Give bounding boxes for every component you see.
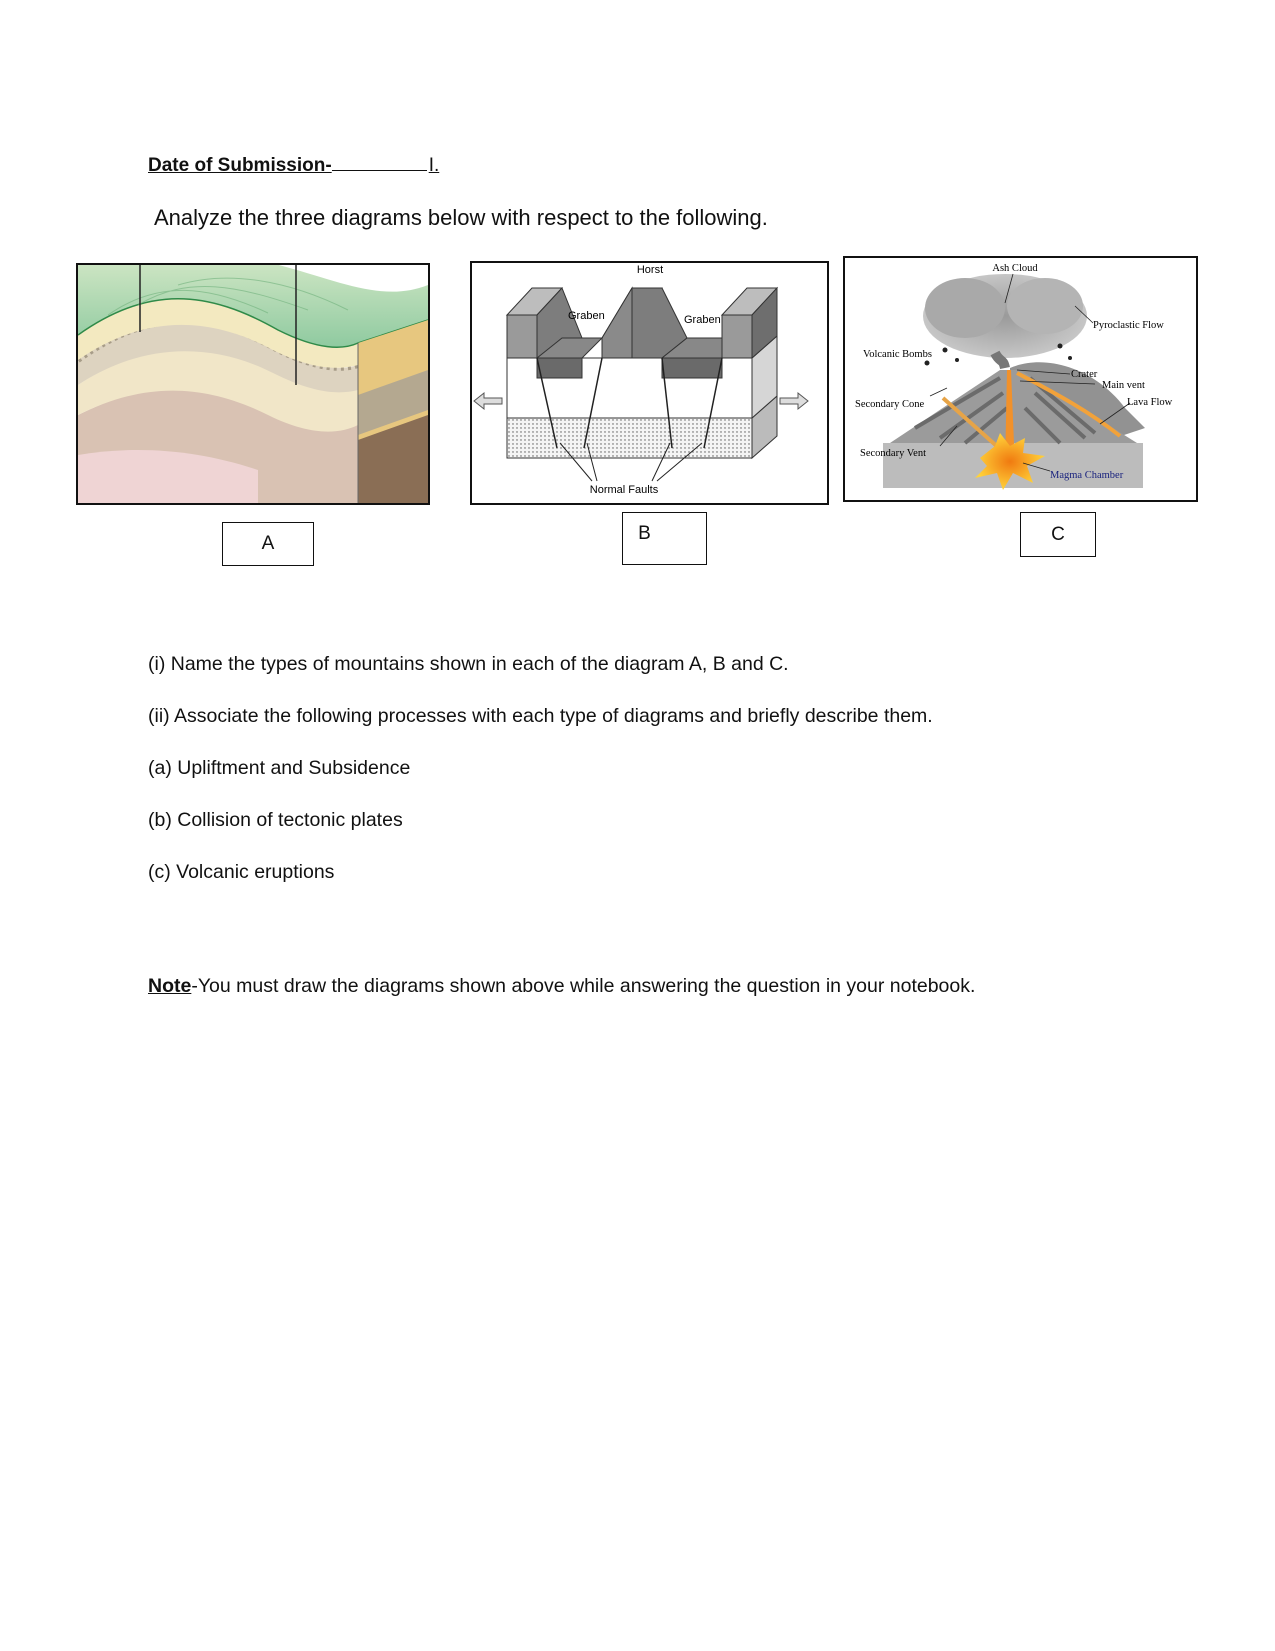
horst-graben-illustration xyxy=(472,263,827,503)
label-normal-faults: Normal Faults xyxy=(589,484,659,496)
note xyxy=(148,975,975,998)
process-b: (b) Collision of tectonic plates xyxy=(148,809,403,831)
question-ii: (ii) Associate the following processes with each type of diagrams and briefly describe them. xyxy=(148,705,933,727)
diagram-c-label: C xyxy=(1051,523,1065,545)
label-main-vent: Main vent xyxy=(1102,380,1145,391)
diagram-a-label-box xyxy=(222,522,314,566)
process-a: (a) Upliftment and Subsidence xyxy=(148,757,411,779)
label-horst: Horst xyxy=(636,264,664,276)
label-magma-chamber: Magma Chamber xyxy=(1050,470,1124,481)
diagram-a-label: A xyxy=(261,533,275,554)
date-blank-line xyxy=(332,152,427,171)
volcano-illustration xyxy=(845,258,1196,500)
intro-instruction: Analyze the three diagrams below with respect to the following. xyxy=(154,205,768,230)
label-graben-right: Graben xyxy=(684,314,721,326)
label-graben-left: Graben xyxy=(568,310,605,322)
label-secondary-cone: Secondary Cone xyxy=(855,399,925,410)
diagram-b-block-mountain xyxy=(470,261,829,505)
diagram-b-label-box xyxy=(622,512,707,565)
label-crater: Crater xyxy=(1071,369,1098,380)
diagram-c-label-box xyxy=(1020,512,1096,557)
diagram-b-label: B xyxy=(638,523,651,544)
fold-mountain-illustration xyxy=(78,265,428,503)
note-text: -You must draw the diagrams shown above while answering the question in your notebook. xyxy=(191,975,976,997)
date-label: Date of Submission- xyxy=(148,155,332,176)
label-pyroclastic-flow: Pyroclastic Flow xyxy=(1093,320,1164,331)
label-lava-flow: Lava Flow xyxy=(1127,397,1173,408)
date-tail: I. xyxy=(428,155,440,176)
diagram-c-volcanic-mountain xyxy=(843,256,1198,502)
diagram-a-fold-mountain xyxy=(76,263,430,505)
label-ash-cloud: Ash Cloud xyxy=(992,263,1038,274)
label-secondary-vent: Secondary Vent xyxy=(860,448,926,459)
note-label: Note xyxy=(148,975,192,997)
label-volcanic-bombs: Volcanic Bombs xyxy=(863,349,932,360)
question-i: (i) Name the types of mountains shown in each of the diagram A, B and C. xyxy=(148,653,789,675)
date-of-submission xyxy=(148,152,439,177)
process-c: (c) Volcanic eruptions xyxy=(148,861,335,883)
